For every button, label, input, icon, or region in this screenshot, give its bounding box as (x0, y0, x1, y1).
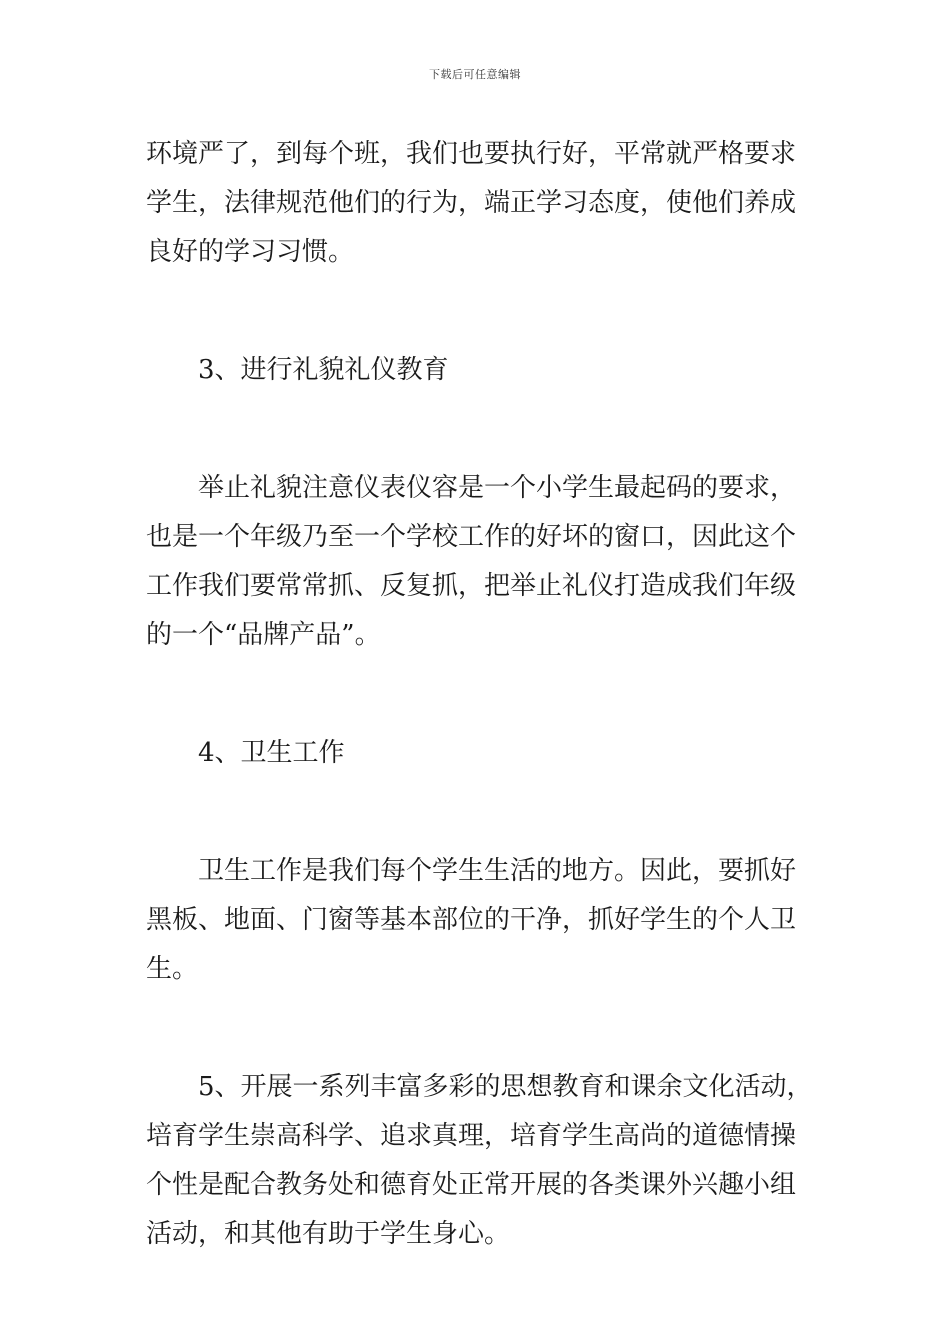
paragraph-line: 的一个“品牌产品”。 (146, 620, 381, 650)
paragraph-activities (146, 1063, 812, 1259)
paragraph-line: 良好的学习习惯。 (146, 237, 355, 267)
paragraph-etiquette (146, 464, 812, 660)
paragraph-line: 工作我们要常常抓、反复抓，把举止礼仪打造成我们年级 (146, 571, 797, 601)
paragraph-hygiene (146, 847, 812, 994)
paragraph-continuation (146, 130, 812, 277)
paragraph-line: 生。 (146, 954, 199, 984)
paragraph-line: 学生，法律规范他们的行为，端正学习态度，使他们养成 (146, 188, 797, 218)
paragraph-line: 黑板、地面、门窗等基本部位的干净，抓好学生的个人卫 (146, 905, 797, 935)
paragraph-line: 个性是配合教务处和德育处正常开展的各类课外兴趣小组 (146, 1170, 797, 1200)
paragraph-line: 也是一个年级乃至一个学校工作的好坏的窗口，因此这个 (146, 522, 797, 552)
paragraph-line: 卫生工作是我们每个学生生活的地方。因此，要抓好 (198, 856, 797, 886)
paragraph-line: 5、开展一系列丰富多彩的思想教育和课余文化活动， (198, 1072, 813, 1102)
paragraph-line: 培育学生崇高科学、追求真理，培育学生高尚的道德情操 (146, 1121, 797, 1151)
heading-text: 3、进行礼貌礼仪教育 (198, 355, 449, 385)
heading-text: 4、卫生工作 (198, 738, 345, 768)
section-heading-3 (146, 346, 812, 395)
paragraph-line: 环境严了，到每个班，我们也要执行好，平常就严格要求 (146, 139, 797, 169)
paragraph-line: 举止礼貌注意仪表仪容是一个小学生最起码的要求， (198, 473, 797, 503)
document-body (146, 130, 812, 1259)
header-note: 下载后可任意编辑 (429, 68, 521, 81)
section-heading-4 (146, 729, 812, 778)
paragraph-line: 活动，和其他有助于学生身心。 (146, 1219, 511, 1249)
